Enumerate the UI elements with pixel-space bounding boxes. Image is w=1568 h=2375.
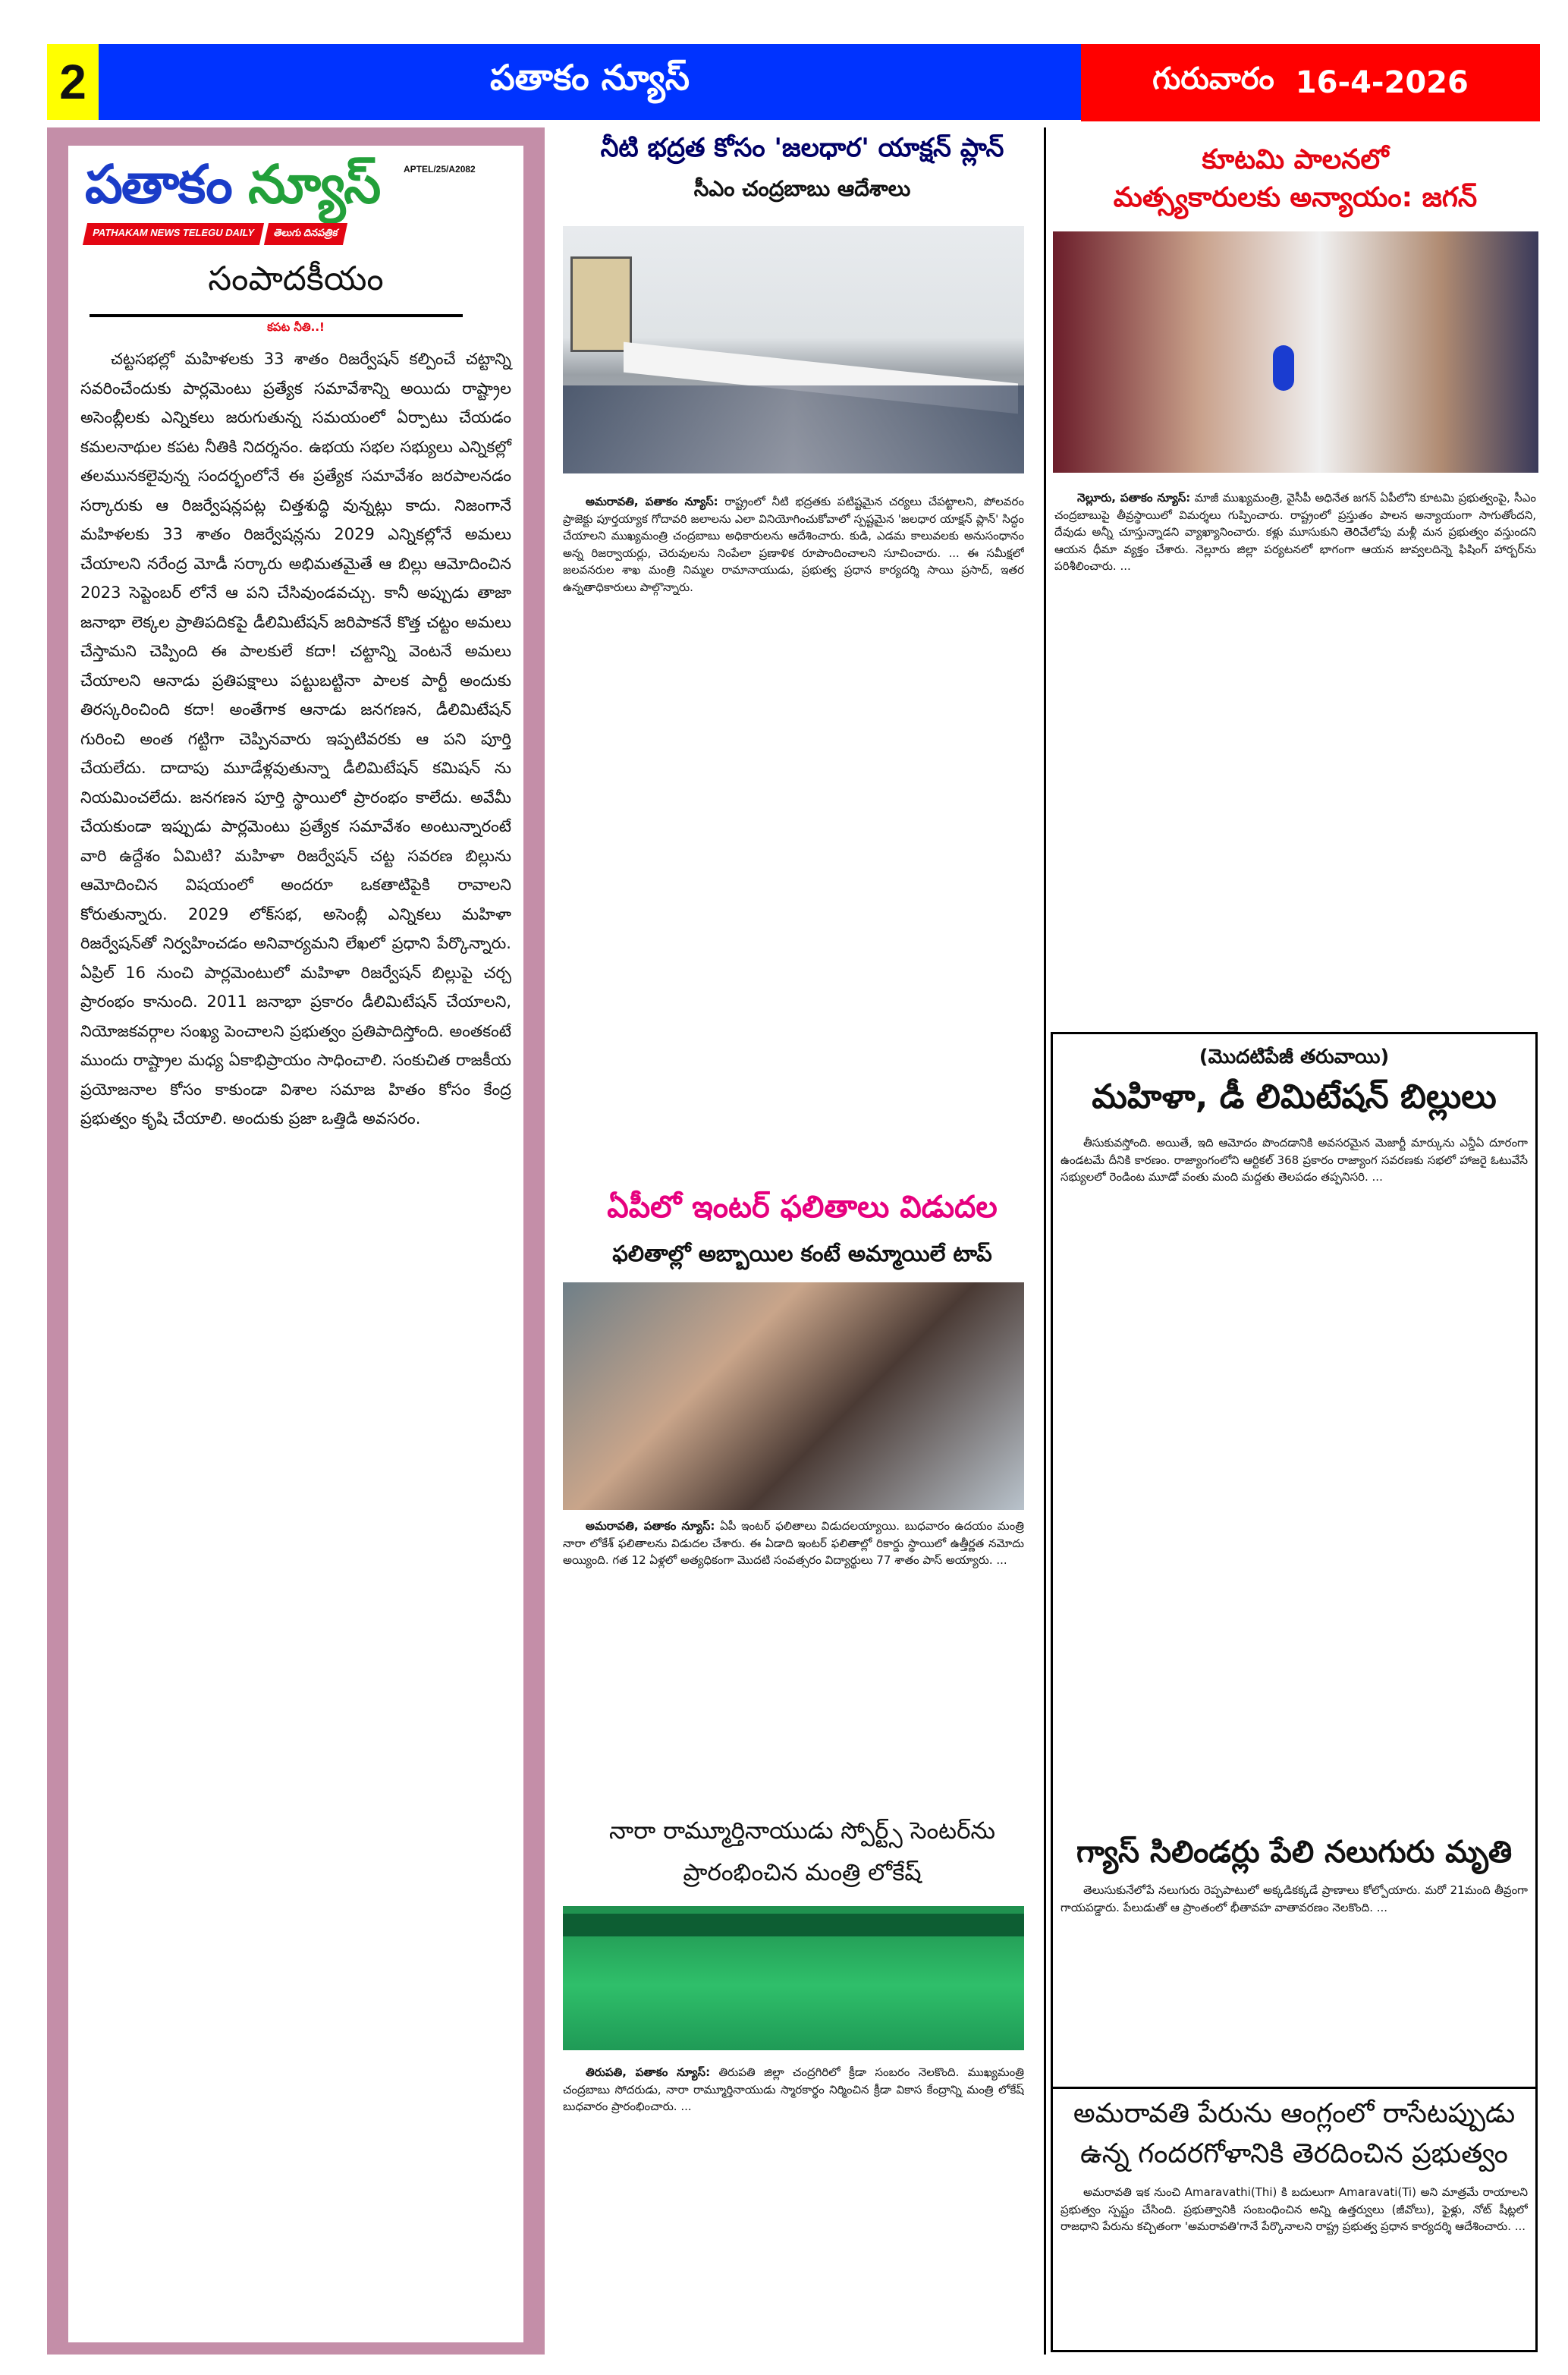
subheadline-jaladhara: సీఎం చంద్రబాబు ఆదేశాలు (693, 176, 911, 201)
dateline: అమరావతి, పతాకం న్యూస్: (586, 495, 718, 508)
registration-number: APTEL/25/A2082 (404, 164, 476, 175)
article-text: రాష్ట్రంలో నీటి భద్రతకు పటిష్టమైన చర్యలు చేపట్టాలని, పోలవరం ప్రాజెక్టు పూర్తయ్యాక గోదావరి జలాలను ఎలా వినియోగించుకోవాలో స్పష్టమైన 'జలధార యాక్షన్ ప్లాన్' సిద్ధం చేయాలని ముఖ్యమంత్రి చంద్రబాబు అధికారులను ఆదేశించారు. కుడి, ఎడమ కాలువలకు అనుసంధానం అన్న రిజర్వాయర్లు, చెరువులను నింపేలా ప్రణాళిక రూపొందించాలని సూచించారు. ... ఈ సమీక్షలో జలవనరుల శాఖ మంత్రి నిమ్మల రామానాయుడు, ప్రభుత్వ ప్రధాన కార్యదర్శి సాయి ప్రసాద్, ఇతర ఉన్నతాధికారులు పాల్గొన్నారు. (563, 495, 1024, 594)
headline-sports-centre-1: నారా రామ్మూర్తినాయుడు స్పోర్ట్స్ సెంటర్‌ను (609, 1817, 995, 1845)
headline-amaravati-2: ఉన్న గందరగోళానికి తెరదించిన ప్రభుత్వం (1080, 2138, 1508, 2169)
article-text: మాజీ ముఖ్యమంత్రి, వైసీపీ అధినేత జగన్ ఏపీలోని కూటమి ప్రభుత్వంపై, సీఎం చంద్రబాబుపై తీవ్రస్థాయిలో విమర్శలు గుప్పించారు. రాష్ట్రంలో ప్రస్తుతం పాలన అన్యాయంగా సాగుతోందని, దేవుడు అన్నీ చూస్తున్నాడని వ్యాఖ్యానించారు. కళ్లు మూసుకుని తెరిచేలోపు మళ్లీ మన ప్రభుత్వం వస్తుందని ఆయన ధీమా వ్యక్తం చేశారు. నెల్లూరు జిల్లా పర్యటనలో భాగంగా ఆయన జువ్వలదిన్నె ఫిషింగ్ హార్బర్‌ను పరిశీలించారు. ... (1054, 491, 1536, 573)
page-number: 2 (47, 44, 99, 120)
dateline: అమరావతి, పతాకం న్యూస్: (586, 1519, 715, 1533)
dateline: నెల్లూరు, పతాకం న్యూస్: (1077, 491, 1191, 505)
logo-tagline-en: PATHAKAM NEWS TELEGU DAILY (83, 223, 264, 245)
kicker-continued: (మొదటిపేజీ తరువాయి) (1199, 1046, 1390, 1068)
date-label: 16-4-2026 (1295, 65, 1469, 100)
headline-gas-cylinder: గ్యాస్ సిలిండర్లు పేలి నలుగురు మృతి (1076, 1835, 1513, 1870)
newspaper-logo (85, 153, 502, 252)
subheadline-inter-results: ఫలితాల్లో అబ్బాయిల కంటే అమ్మాయిలే టాప్ (612, 1241, 992, 1266)
article-gas-body: తెలుసుకునేలోపే నలుగురు రెప్పపాటులో అక్కడికక్కడే ప్రాణాలు కోల్పోయారు. మరో 21మంది తీవ్రంగా గాయపడ్డారు. పేలుడుతో ఆ ప్రాంతంలో భీతావహ వాతావరణం నెలకొంది. ... (1061, 1883, 1528, 1914)
logo-text-2: న్యూస్ (248, 153, 380, 215)
logo-tagline-te: తెలుగు దినపత్రిక (264, 223, 347, 245)
headline-inter-results: ఏపీలో ఇంటర్ ఫలితాలు విడుదల (607, 1190, 998, 1225)
day-label: గురువారం (1152, 61, 1274, 96)
editorial-subtitle: కపట నీతి..! (267, 320, 325, 334)
photo-jagan-speaking (1053, 231, 1538, 473)
photo-badminton-court (563, 1906, 1024, 2050)
photo-review-meeting (563, 226, 1024, 473)
article-delimitation-body: తీసుకువస్తోంది. అయితే, ఇది ఆమోదం పొందడానికి అవసరమైన మెజార్టీ మార్కును ఎన్డీఏ దూరంగా ఉండటమే దీనికి కారణం. రాజ్యాంగంలోని ఆర్టికల్ 368 ప్రకారం రాజ్యాంగ సవరణకు సభలో హాజరై ఓటువేసే సభ్యులలో రెండింట మూడో వంతు మంది మద్దతు తెలపడం తప్పనిసరి. ... (1061, 1136, 1528, 1184)
headline-jagan-2: మత్స్యకారులకు అన్యాయం: జగన్ (1113, 182, 1478, 213)
dateline: తిరుపతి, పతాకం న్యూస్: (586, 2065, 711, 2079)
article-inter-body (563, 1518, 1024, 1806)
date-banner (1081, 44, 1540, 121)
article-text: తిరుపతి జిల్లా చంద్రగిరిలో క్రీడా సంబరం నెలకొంది. ముఖ్యమంత్రి చంద్రబాబు సోదరుడు, నారా రామ్మూర్తినాయుడు స్మారకార్థం నిర్మించిన క్రీడా వికాస కేంద్రాన్ని మంత్రి లోకేష్ బుధవారం ప్రారంభించారు. ... (563, 2065, 1024, 2113)
headline-sports-centre-2: ప్రారంభించిన మంత్రి లోకేష్ (683, 1859, 922, 1886)
article-text: ఏపీ ఇంటర్ ఫలితాలు విడుదలయ్యాయి. బుధవారం ఉదయం మంత్రి నారా లోకేశ్ ఫలితాలను విడుదల చేశారు. ఈ ఏడాది ఇంటర్ ఫలితాల్లో రికార్డు స్థాయిలో ఉత్తీర్ణత నమోదు అయ్యింది. గత 12 ఏళ్లలో అత్యధికంగా మొదటి సంవత్సరం విద్యార్థులు 77 శాతం పాస్ అయ్యారు. ... (563, 1519, 1024, 1567)
article-sports-body (563, 2064, 1024, 2352)
divider (90, 314, 463, 317)
article-amaravati-body: అమరావతి ఇక నుంచి Amaravathi(Thi) కి బదులుగా Amaravati(Ti) అని మాత్రమే రాయాలని ప్రభుత్వం స్పష్టం చేసింది. ప్రభుత్వానికి సంబంధించిన అన్ని ఉత్తర్వులు (జీవోలు), ఫైళ్లు, నోట్ షీట్లలో రాజధాని పేరును కచ్చితంగా 'అమరావతి'గానే పేర్కొనాలని రాష్ట్ర ప్రభుత్వ ప్రధాన కార్యదర్శి ఆదేశించారు. ... (1061, 2185, 1528, 2233)
article-jagan-body (1054, 489, 1536, 1021)
masthead-title: పతాకం న్యూస్ (99, 44, 1081, 120)
editorial-title: సంపాదకీయం (208, 260, 384, 298)
headline-jagan-1: కూటమి పాలనలో (1202, 144, 1389, 175)
divider (1051, 2087, 1538, 2089)
headline-amaravati-1: అమరావతి పేరును ఆంగ్లంలో రాసేటప్పుడు (1073, 2098, 1516, 2129)
photo-students-celebrating (563, 1282, 1024, 1510)
editorial-column (47, 127, 545, 2355)
headline-jaladhara: నీటి భద్రత కోసం 'జలధార' యాక్షన్ ప్లాన్ (600, 133, 1004, 163)
column-divider (1044, 127, 1046, 2355)
editorial-body: చట్టసభల్లో మహిళలకు 33 శాతం రిజర్వేషన్ కల్పించే చట్టాన్ని సవరించేందుకు పార్లమెంటు ప్రత్యేక సమావేశాన్ని అయిదు రాష్ట్రాల అసెంబ్లీలకు ఎన్నికలు జరుగుతున్న సమయంలో ఏర్పాటు చేయడం కమలనాథుల కపట నీతికి నిదర్శనం. ఉభయ సభల సభ్యులు ఎన్నికల్లో తలమునకలైవున్న సందర్భంలోనే ఈ ప్రత్యేక సమావేశం జరపాలనడం సర్కారుకు ఆ రిజర్వేషన్లపట్ల చిత్తశుద్ధి వున్నట్లు కాదు. నిజంగానే మహిళలకు 33 శాతం రిజర్వేషన్లను 2029 ఎన్నికల్లోనే అమలు చేయాలని నరేంద్ర మోడీ సర్కారు అభిమతమైతే ఆ బిల్లు ఆమోదించిన 2023 సెప్టెంబర్ లోనే ఆ పని చేసివుండవచ్చు. కానీ అప్పుడు తాజా జనాభా లెక్కల ప్రాతిపదికపై డీలిమిటేషన్ జరిపాకనే కొత్త చట్టం అమలు చేస్తామని చెప్పింది ఈ పాలకులే కదా! చట్టాన్ని వెంటనే అమలు చేయాలని ఆనాడు ప్రతిపక్షాలు పట్టుబట్టినా పాలక పార్టీ అందుకు తిరస్కరించింది కదా! అంతేగాక ఆనాడు జనగణన, డీలిమిటేషన్ గురించి అంత గట్టిగా చెప్పినవారు ఇప్పటివరకు ఆ పని పూర్తి చేయలేదు. దాదాపు మూడేళ్లవుతున్నా డీలిమిటేషన్ కమిషన్ ను నియమించలేదు. జనగణన పూర్తి స్థాయిలో ప్రారంభం కాలేదు. అవేమీ చేయకుండా ఇప్పుడు పార్లమెంటు ప్రత్యేక సమావేశం అంటున్నారంటే వారి ఉద్దేశం ఏమిటి? మహిళా రిజర్వేషన్ చట్ట సవరణ బిల్లును ఆమోదించిన విషయంలో అందరూ ఒకతాటిపైకి రావాలని కోరుతున్నారు. 2029 లోక్‌సభ, అసెంబ్లీ ఎన్నికలు మహిళా రిజర్వేషన్‌తో నిర్వహించడం అనివార్యమని లేఖలో ప్రధాని పేర్కొన్నారు. ఏప్రిల్ 16 నుంచి పార్లమెంటులో మహిళా రిజర్వేషన్ బిల్లుపై చర్చ ప్రారంభం కానుంది. 2011 జనాభా ప్రకారం డీలిమిటేషన్ చేయాలని, నియోజకవర్గాల సంఖ్య పెంచాలని ప్రభుత్వం ప్రతిపాదిస్తోంది. అంతకంటే ముందు రాష్ట్రాల మధ్య ఏకాభిప్రాయం సాధించాలి. సంకుచిత రాజకీయ ప్రయోజనాల కోసం కాకుండా విశాల సమాజ హితం కోసం కేంద్ర ప్రభుత్వం కృషి చేయాలి. అందుకు ప్రజా ఒత్తిడి అవసరం. (80, 350, 511, 1128)
headline-delimitation: మహిళా, డీ లిమిటేషన్ బిల్లులు (1092, 1077, 1497, 1116)
article-jaladhara-body (563, 493, 1024, 1176)
logo-text-1: పతాకం (85, 153, 249, 215)
